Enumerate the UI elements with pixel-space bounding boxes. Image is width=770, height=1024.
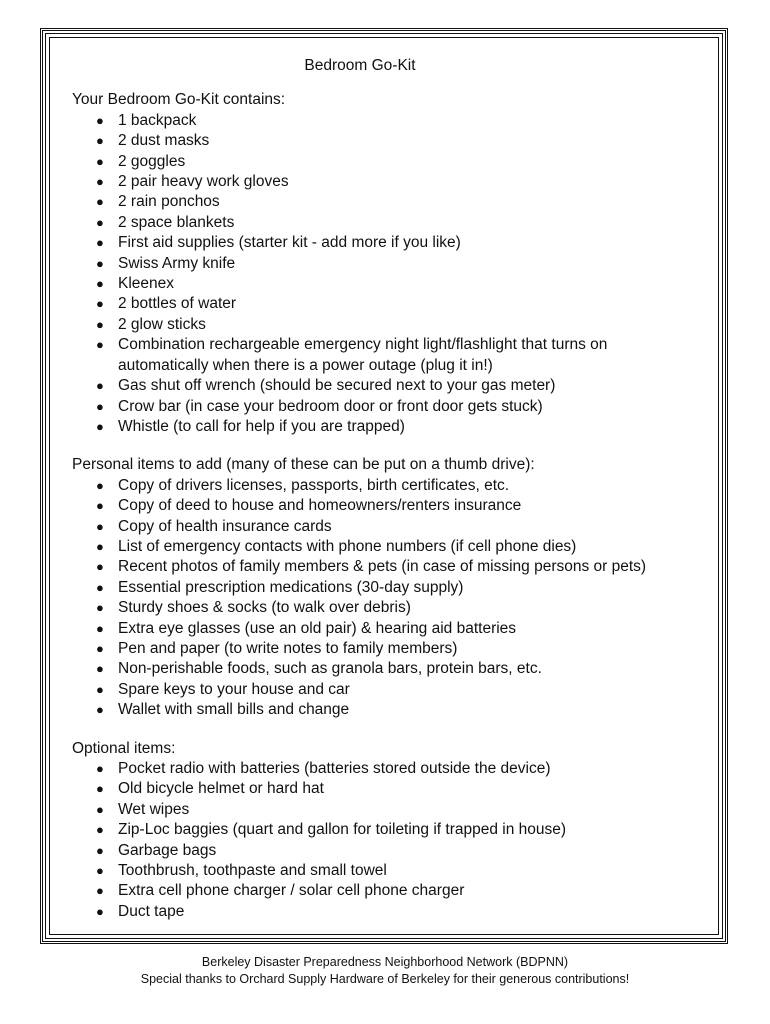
list-item <box>72 841 702 861</box>
bullet-icon: ● <box>96 133 104 149</box>
item-list <box>72 111 702 438</box>
item-list <box>72 759 702 922</box>
item-list <box>72 476 702 721</box>
list-item-text: Sturdy shoes & socks (to walk over debris) <box>118 599 411 617</box>
bullet-icon: ● <box>96 194 104 210</box>
footer-organization: Berkeley Disaster Preparedness Neighborhood Network (BDPNN) <box>201 955 569 969</box>
list-item <box>72 639 702 659</box>
bullet-icon: ● <box>96 842 104 858</box>
list-item <box>72 700 702 720</box>
bullet-icon: ● <box>96 316 104 332</box>
list-item <box>72 111 702 131</box>
list-item <box>72 335 702 376</box>
list-item-text: Gas shut off wrench (should be secured next to your gas meter) <box>118 377 556 395</box>
bullet-icon: ● <box>96 620 104 636</box>
bullet-icon: ● <box>96 276 104 292</box>
list-item <box>72 537 702 557</box>
list-item-text: First aid supplies (starter kit - add more if you like) <box>118 234 461 252</box>
list-item <box>72 619 702 639</box>
document-body <box>72 56 702 940</box>
list-item <box>72 517 702 537</box>
bullet-icon: ● <box>96 296 104 312</box>
list-item <box>72 557 702 577</box>
list-item-text: Zip-Loc baggies (quart and gallon for toileting if trapped in house) <box>118 821 567 839</box>
section-heading: Optional items: <box>72 739 176 757</box>
list-item-text: Non-perishable foods, such as granola bars, protein bars, etc. <box>118 660 542 678</box>
bullet-icon: ● <box>96 214 104 230</box>
list-item-text: Extra cell phone charger / solar cell phone charger <box>118 882 465 900</box>
document-title: Bedroom Go-Kit <box>304 57 416 74</box>
list-item <box>72 274 702 294</box>
bullet-icon: ● <box>96 518 104 534</box>
bullet-icon: ● <box>96 477 104 493</box>
list-item <box>72 659 702 679</box>
list-item-text: Wallet with small bills and change <box>118 701 350 719</box>
list-item-text: Pen and paper (to write notes to family members) <box>118 639 458 657</box>
bullet-icon: ● <box>96 235 104 251</box>
footer-thanks: Special thanks to Orchard Supply Hardware of Berkeley for their generous contributions! <box>140 972 630 986</box>
list-item <box>72 820 702 840</box>
list-item <box>72 152 702 172</box>
list-item-text: Toothbrush, toothpaste and small towel <box>118 862 387 880</box>
bullet-icon: ● <box>96 661 104 677</box>
list-item-text: Copy of drivers licenses, passports, birth certificates, etc. <box>118 476 510 494</box>
list-item <box>72 417 702 437</box>
list-item-text: Swiss Army knife <box>118 254 236 272</box>
list-item <box>72 131 702 151</box>
bullet-icon: ● <box>96 883 104 899</box>
bullet-icon: ● <box>96 781 104 797</box>
list-item-text: 2 glow sticks <box>118 315 206 333</box>
section-heading: Personal items to add (many of these can be put on a thumb drive): <box>72 456 535 474</box>
bullet-icon: ● <box>96 378 104 394</box>
list-item <box>72 578 702 598</box>
list-item-text: 2 dust masks <box>118 132 210 150</box>
bullet-icon: ● <box>96 600 104 616</box>
list-item-text: Copy of deed to house and homeowners/renters insurance <box>118 497 522 515</box>
list-item-text: Old bicycle helmet or hard hat <box>118 780 324 798</box>
list-item-text: Garbage bags <box>118 841 217 859</box>
bullet-icon: ● <box>96 903 104 919</box>
bullet-icon: ● <box>96 538 104 554</box>
bullet-icon: ● <box>96 801 104 817</box>
list-item <box>72 397 702 417</box>
bullet-icon: ● <box>96 702 104 718</box>
list-item <box>72 902 702 922</box>
list-item-text: 2 rain ponchos <box>118 193 220 211</box>
list-item <box>72 172 702 192</box>
list-item <box>72 376 702 396</box>
list-item-text: Recent photos of family members & pets (in case of missing persons or pets) <box>118 558 647 576</box>
list-item <box>72 598 702 618</box>
list-item <box>72 496 702 516</box>
bullet-icon: ● <box>96 822 104 838</box>
list-item <box>72 476 702 496</box>
bullet-icon: ● <box>96 153 104 169</box>
list-item-text: Extra eye glasses (use an old pair) & hearing aid batteries <box>118 619 517 637</box>
bullet-icon: ● <box>96 579 104 595</box>
list-item-text: 2 goggles <box>118 152 186 170</box>
list-item-text: Combination rechargeable emergency night light/flashlight that turns on automatically when there is a power outage (plug it in!) <box>118 336 608 374</box>
sections-container <box>72 90 702 922</box>
bullet-icon: ● <box>96 498 104 514</box>
list-item <box>72 315 702 335</box>
list-item <box>72 881 702 901</box>
list-item-text: Spare keys to your house and car <box>118 680 350 698</box>
list-item-text: Wet wipes <box>118 800 190 818</box>
list-item-text: Pocket radio with batteries (batteries stored outside the device) <box>118 760 551 777</box>
list-item <box>72 192 702 212</box>
bullet-icon: ● <box>96 559 104 575</box>
bullet-icon: ● <box>96 255 104 271</box>
list-item-text: Copy of health insurance cards <box>118 517 332 535</box>
list-item-text: 2 pair heavy work gloves <box>118 173 289 191</box>
list-item <box>72 213 702 233</box>
list-item-text: 1 backpack <box>118 111 197 129</box>
list-item <box>72 294 702 314</box>
list-item <box>72 759 702 779</box>
list-item-text: 2 bottles of water <box>118 295 237 313</box>
bullet-icon: ● <box>96 112 104 128</box>
list-item <box>72 254 702 274</box>
bullet-icon: ● <box>96 863 104 879</box>
list-item <box>72 233 702 253</box>
list-item-text: Crow bar (in case your bedroom door or front door gets stuck) <box>118 397 543 415</box>
bullet-icon: ● <box>96 418 104 434</box>
list-item-text: Essential prescription medications (30-day supply) <box>118 578 464 596</box>
list-item <box>72 800 702 820</box>
list-item-text: 2 space blankets <box>118 213 235 231</box>
list-item-text: Kleenex <box>118 275 175 293</box>
list-item-text: Whistle (to call for help if you are trapped) <box>118 417 405 435</box>
section-heading: Your Bedroom Go-Kit contains: <box>72 91 286 109</box>
list-item-text: Duct tape <box>118 902 185 920</box>
list-item-text: List of emergency contacts with phone numbers (if cell phone dies) <box>118 537 577 555</box>
bullet-icon: ● <box>96 337 104 353</box>
list-item <box>72 779 702 799</box>
bullet-icon: ● <box>96 681 104 697</box>
bullet-icon: ● <box>96 761 104 776</box>
bullet-icon: ● <box>96 174 104 190</box>
bullet-icon: ● <box>96 640 104 656</box>
list-item <box>72 861 702 881</box>
bullet-icon: ● <box>96 398 104 414</box>
footer <box>0 954 770 988</box>
list-item <box>72 680 702 700</box>
